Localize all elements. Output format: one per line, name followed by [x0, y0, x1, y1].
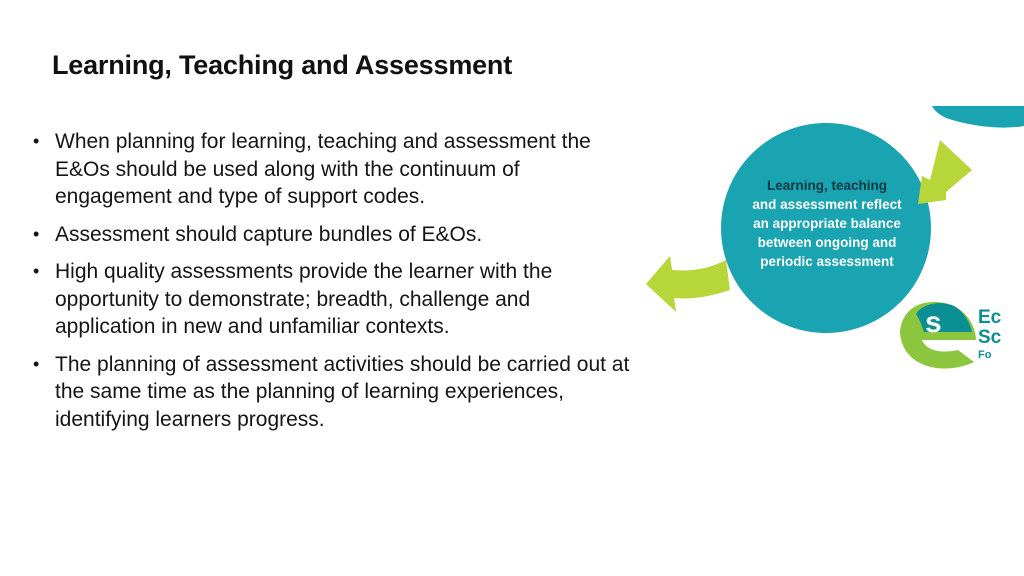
logo-word: Sc	[978, 327, 1002, 348]
cycle-line: between ongoing and	[757, 235, 897, 250]
top-stage-circle	[932, 106, 1024, 128]
bullet-glyph: •	[33, 261, 40, 281]
cycle-line: and assessment reflect	[752, 197, 902, 212]
bullet-item	[33, 221, 633, 249]
bullet-item	[33, 128, 633, 211]
arrow-out-icon	[646, 256, 730, 312]
bullet-list	[33, 128, 633, 443]
logo-wordmark	[978, 308, 1001, 362]
logo-word: Fo	[978, 349, 992, 361]
bullet-text: The planning of assessment activities should be carried out at the same time as the planning of learning experiences, identifying learners progress.	[55, 352, 630, 431]
bullet-text: Assessment should capture bundles of E&Os.	[55, 222, 483, 246]
cycle-line: Learning, teaching	[766, 178, 888, 193]
cycle-stage-label	[737, 176, 917, 271]
bullet-glyph: •	[33, 223, 40, 244]
bullet-glyph: •	[33, 131, 40, 151]
bullet-text: High quality assessments provide the learner with the opportunity to demonstrate; breadth, challenge and application in new and unfamiliar contexts.	[55, 260, 553, 338]
cycle-line: an appropriate balance	[753, 216, 901, 231]
bullet-item	[33, 351, 633, 434]
slide-title: Learning, Teaching and Assessment	[52, 50, 513, 80]
logo-word: Ec	[978, 307, 1002, 328]
arrow-in-icon	[918, 140, 972, 204]
svg-text:s: s	[925, 306, 942, 339]
cycle-line: periodic assessment	[760, 254, 894, 269]
bullet-glyph: •	[33, 353, 40, 374]
bullet-text: When planning for learning, teaching and assessment the E&Os should be used along with the continuum of engagement and type of support codes.	[55, 130, 591, 208]
education-scotland-logo-icon	[900, 302, 976, 369]
bullet-item	[33, 258, 633, 341]
